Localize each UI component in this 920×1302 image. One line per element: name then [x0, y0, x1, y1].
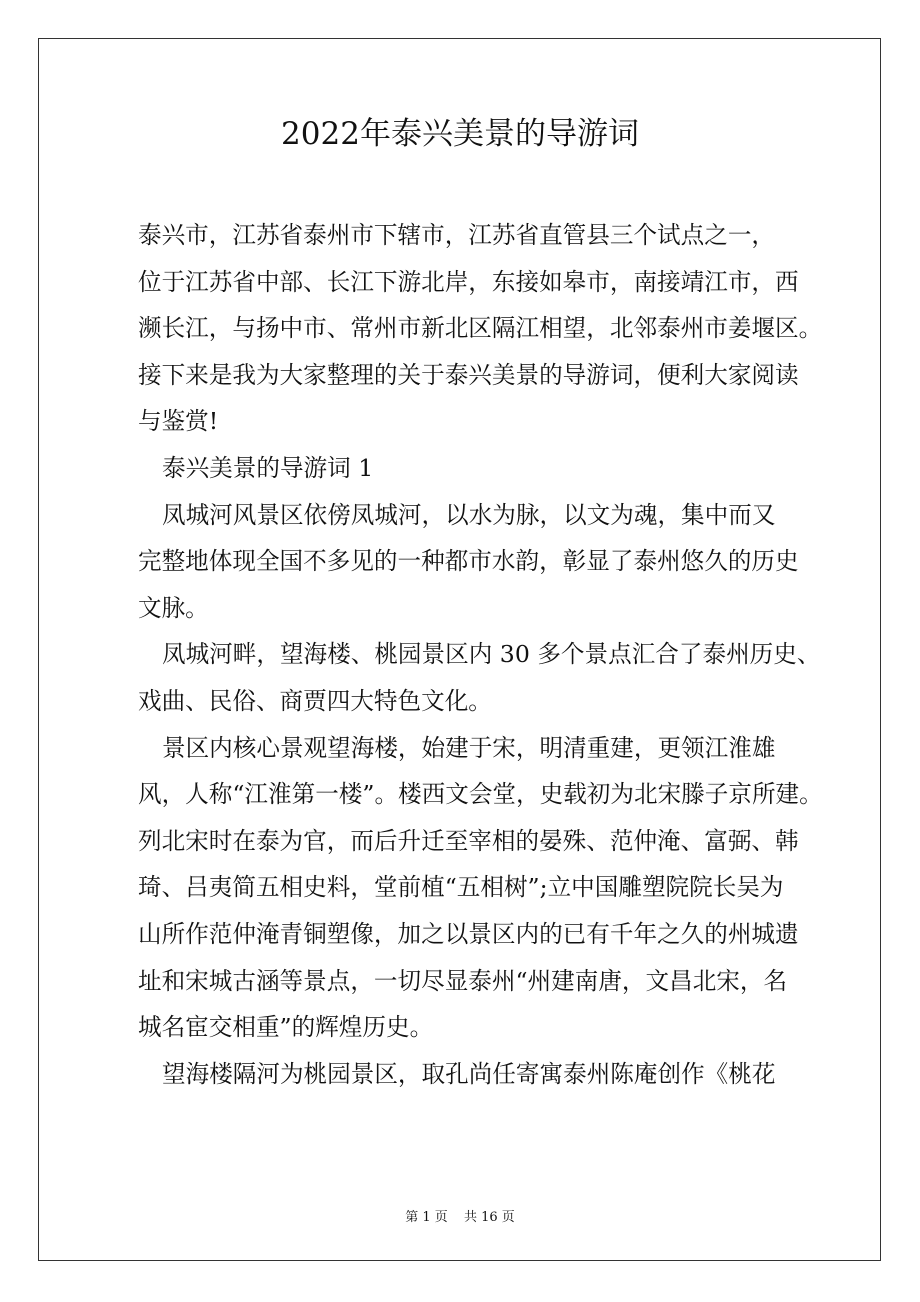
document-body	[138, 212, 823, 1097]
text-line: 列北宋时在泰为官，而后升迁至宰相的晏殊、范仲淹、富弼、韩	[138, 826, 799, 855]
section-heading	[138, 445, 818, 492]
page-total: 共 16 页	[463, 1210, 515, 1225]
document-title: 2022年泰兴美景的导游词	[281, 116, 639, 152]
paragraph	[138, 212, 823, 445]
page-number: 第 1 页	[405, 1210, 448, 1225]
paragraph	[138, 492, 818, 632]
text-line: 文脉。	[138, 593, 209, 622]
text-line: 泰兴美景的导游词 1	[162, 453, 374, 482]
page-footer	[0, 1206, 920, 1225]
text-line: 位于江苏省中部、长江下游北岸，东接如皋市，南接靖江市，西	[138, 267, 799, 296]
text-line: 泰兴市，江苏省泰州市下辖市，江苏省直管县三个试点之一，	[138, 221, 776, 249]
text-line: 戏曲、民俗、商贾四大特色文化。	[138, 686, 492, 715]
text-line: 山所作范仲淹青铜塑像，加之以景区内的已有千年之久的州城遗	[138, 919, 799, 948]
text-line: 风，人称“江淮第一楼”。楼西文会堂，史载初为北宋滕子京所建。	[138, 780, 823, 809]
text-line: 琦、吕夷简五相史料，堂前植“五相树”;立中国雕塑院院长吴为	[138, 873, 784, 902]
text-line: 濒长江，与扬中市、常州市新北区隔江相望，北邻泰州市姜堰区。	[138, 314, 823, 343]
text-line: 址和宋城古涵等景点，一切尽显泰州“州建南唐，文昌北宋，名	[138, 966, 788, 995]
text-line: 接下来是我为大家整理的关于泰兴美景的导游词，便利大家阅读	[138, 360, 799, 389]
text-line: 望海楼隔河为桃园景区，取孔尚任寄寓泰州陈庵创作《桃花	[162, 1059, 776, 1088]
text-line: 景区内核心景观望海楼，始建于宋，明清重建，更领江淮雄	[162, 733, 776, 762]
text-line: 完整地体现全国不多见的一种都市水韵，彰显了泰州悠久的历史	[138, 547, 799, 576]
text-line: 与鉴赏!	[138, 407, 219, 436]
paragraph	[138, 725, 823, 1051]
text-line: 凤城河风景区依傍凤城河，以水为脉，以文为魂，集中而又	[162, 500, 776, 529]
text-line: 城名宦交相重”的辉煌历史。	[138, 1013, 434, 1042]
paragraph	[138, 631, 821, 724]
text-line: 凤城河畔，望海楼、桃园景区内 30 多个景点汇合了泰州历史、	[162, 640, 821, 669]
paragraph	[138, 1051, 818, 1098]
